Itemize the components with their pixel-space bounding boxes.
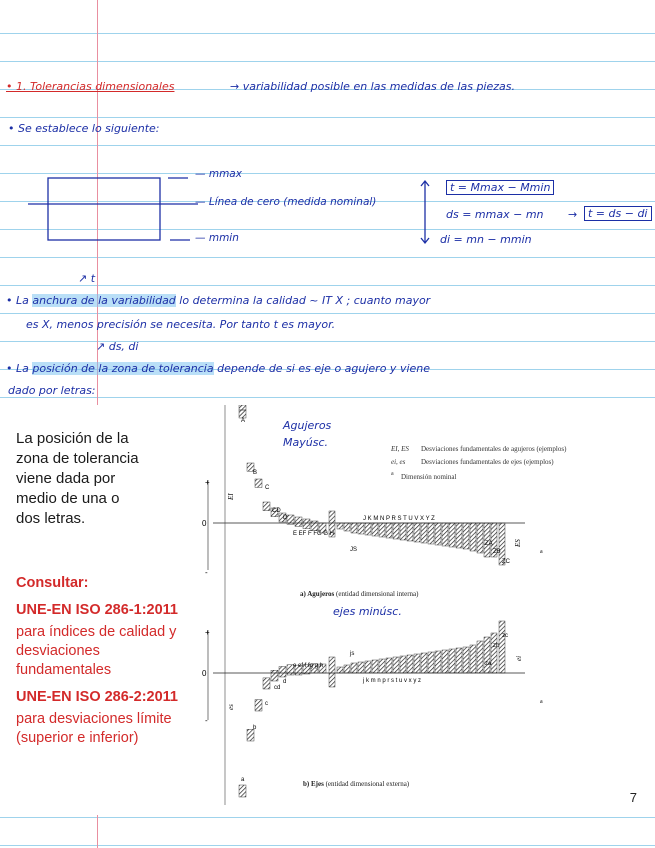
hole-bar (337, 523, 343, 529)
letter-D: D (283, 515, 288, 521)
formula-t: t = Mmax − Mmin (446, 180, 554, 195)
letter-ZC: ZC (502, 559, 510, 565)
hole-bar (372, 523, 378, 536)
hole-bar (287, 515, 294, 524)
plus-a: + (205, 478, 210, 487)
ds-di-arrow-note: ↗ ds, di (96, 340, 139, 353)
standard-2-description: para desviaciones límite (superior e inferior) (16, 711, 172, 746)
hole-bar (421, 523, 427, 543)
hole-bar (407, 523, 413, 541)
plus-b: + (205, 628, 210, 637)
letter-cd: cd (274, 685, 281, 691)
hole-bar (303, 519, 310, 529)
deviation-arrow (418, 178, 432, 246)
minus-a: - (205, 568, 208, 577)
zero-label-b: 0 (202, 669, 207, 678)
shaft-bar (344, 665, 350, 673)
consult-label: Consultar: (16, 575, 89, 591)
shaft-bar (435, 651, 441, 673)
letter-JS: JS (350, 547, 358, 553)
hole-bar (400, 523, 406, 540)
formula-ds: ds = mmax − mn (446, 208, 544, 221)
shaft-bar (442, 650, 448, 673)
hole-bar (428, 523, 434, 544)
letter-B: B (253, 470, 258, 476)
a-label-2: a (540, 699, 543, 705)
hole-letters-lower-row: E EF F FG G H (293, 531, 335, 537)
shaft-letters-lower-row: j k m n p r s t u v x y z (363, 678, 422, 684)
shaft-bar (414, 654, 420, 673)
shaft-bar (379, 659, 385, 673)
fundamental-deviations-svg (195, 405, 655, 815)
shaft-bar (358, 662, 364, 673)
shaft-bar (247, 729, 254, 741)
shaft-bar (477, 641, 483, 673)
legend-sym-1: EI, ES (391, 445, 409, 453)
shaft-bar (421, 653, 427, 673)
shaft-bar (456, 648, 462, 673)
hole-bar (358, 523, 364, 534)
shaft-bar (263, 678, 270, 689)
hole-bar (449, 523, 455, 547)
standard-1-description: para índices de calidad y desviaciones fundamentales (16, 624, 177, 678)
shaft-bar (449, 649, 455, 673)
t-arrow-note: ↗ t (78, 272, 96, 285)
shaft-bar (271, 670, 278, 681)
hole-bar (379, 523, 385, 537)
caption-holes: a) Agujeros (entidad dimensional interna) (300, 590, 419, 598)
highlight-position: posición de la zona de tolerancia (32, 362, 214, 375)
hole-bar (442, 523, 448, 546)
letter-js: js (350, 651, 355, 657)
annotation-agujeros: Agujeros Mayúsc. (283, 419, 332, 449)
formula-t2: t = ds − di (584, 206, 652, 221)
hole-bar (311, 521, 318, 531)
shaft-bar (279, 667, 286, 678)
page-number: 7 (629, 790, 637, 805)
letter-A: A (241, 418, 246, 424)
minus-b: - (205, 716, 208, 725)
hole-bar (239, 410, 246, 418)
hole-bar (365, 523, 371, 535)
shaft-bar-zb (491, 633, 497, 673)
fundamental-deviations-figure (195, 405, 655, 815)
hole-bar (477, 523, 483, 553)
m-min-label: — mmin (195, 232, 239, 244)
shaft-bar (470, 645, 476, 673)
paragraph-quality-line2: es X, menos precisión se necesita. Por tanto t es mayor. (26, 318, 336, 331)
shaft-bar (372, 660, 378, 673)
letter-b: b (253, 725, 257, 731)
shaft-bar (351, 663, 357, 673)
hole-bar (344, 523, 350, 531)
panel-description: La posición de la zona de tolerancia viene dada por medio de una o dos letras. (16, 430, 139, 527)
letter-za: za (485, 661, 492, 667)
zero-label-a: 0 (202, 519, 207, 528)
shaft-bar (393, 657, 399, 673)
hole-bar (463, 523, 469, 549)
legend-sym-3: a (391, 471, 394, 477)
shaft-bar (484, 637, 490, 673)
section-title: • 1. Tolerancias dimensionales (6, 80, 175, 93)
shaft-bar-js (329, 657, 335, 687)
legend-desc-3: Dimensión nominal (401, 473, 457, 481)
a-label-1: a (540, 549, 543, 555)
shaft-letters-upper-row: e ef f fg g h (293, 663, 324, 669)
hole-bar (393, 523, 399, 539)
hole-bar (456, 523, 462, 548)
shaft-bar-zc (499, 621, 505, 673)
standard-1: UNE-EN ISO 286-1:2011 (16, 602, 178, 618)
ES-label: ES (514, 539, 522, 547)
hole-bar (263, 502, 270, 511)
hole-bar (351, 523, 357, 533)
shaft-bar (255, 700, 262, 711)
m-max-label: — mmax (195, 168, 242, 180)
formula-di: di = mn − mmin (440, 233, 532, 246)
hole-bar (414, 523, 420, 542)
nominal-line-label: — Línea de cero (medida nominal) (195, 196, 377, 208)
hole-bar-a-top (239, 405, 246, 410)
letter-zc: zc (502, 633, 508, 639)
letter-CD: CD (272, 508, 281, 514)
shaft-bar (386, 658, 392, 673)
shaft-bar (428, 652, 434, 673)
legend-desc-1: Desviaciones fundamentales de agujeros (ejemplos) (421, 445, 567, 453)
hole-bar (255, 479, 262, 487)
shaft-bar (463, 647, 469, 673)
letter-c: c (265, 701, 268, 707)
es-label: es (227, 704, 235, 710)
caption-shafts: b) Ejes (entidad dimensional externa) (303, 780, 410, 788)
shaft-bar (337, 667, 343, 673)
paragraph-quality: • La anchura de la variabilidad lo determina la calidad ~ IT X ; cuanto mayor (6, 294, 431, 307)
hole-bar (435, 523, 441, 545)
hole-deviation-bars (239, 405, 505, 565)
formula-arrow: → (568, 208, 578, 221)
shaft-bar (400, 656, 406, 673)
hole-bar (484, 523, 490, 557)
hole-bar (470, 523, 476, 551)
highlight-variability: anchura de la variabilidad (32, 294, 176, 307)
letter-a: a (241, 777, 245, 783)
shaft-bar (365, 661, 371, 673)
shaft-bar (407, 655, 413, 673)
EI-label: EI (227, 493, 235, 500)
ei-right-label: ei (515, 655, 523, 661)
section-description: → variabilidad posible en las medidas de las piezas. (230, 80, 515, 93)
paragraph-position: • La posición de la zona de tolerancia depende de si es eje o agujero y viene (6, 362, 431, 375)
legend-sym-2: ei, es (391, 458, 406, 466)
letter-d: d (283, 679, 287, 685)
hole-bar (295, 517, 302, 526)
standard-2: UNE-EN ISO 286-2:2011 (16, 689, 178, 705)
legend-desc-2: Desviaciones fundamentales de ejes (ejemplos) (421, 458, 554, 466)
letter-C: C (265, 485, 270, 491)
letter-ZB: ZB (493, 549, 501, 555)
establishes-line: • Se establece lo siguiente: (8, 122, 160, 135)
shaft-deviation-bars (239, 621, 505, 797)
paragraph-position-line2: dado por letras: (8, 384, 96, 397)
shaft-bar (239, 785, 246, 797)
letter-ZA: ZA (485, 541, 493, 547)
annotation-ejes: ejes minúsc. (333, 605, 402, 618)
hole-bar (386, 523, 392, 538)
hole-letters-upper-row: J K M N P R S T U V X Y Z (363, 516, 435, 522)
letter-zb: zb (493, 643, 500, 649)
